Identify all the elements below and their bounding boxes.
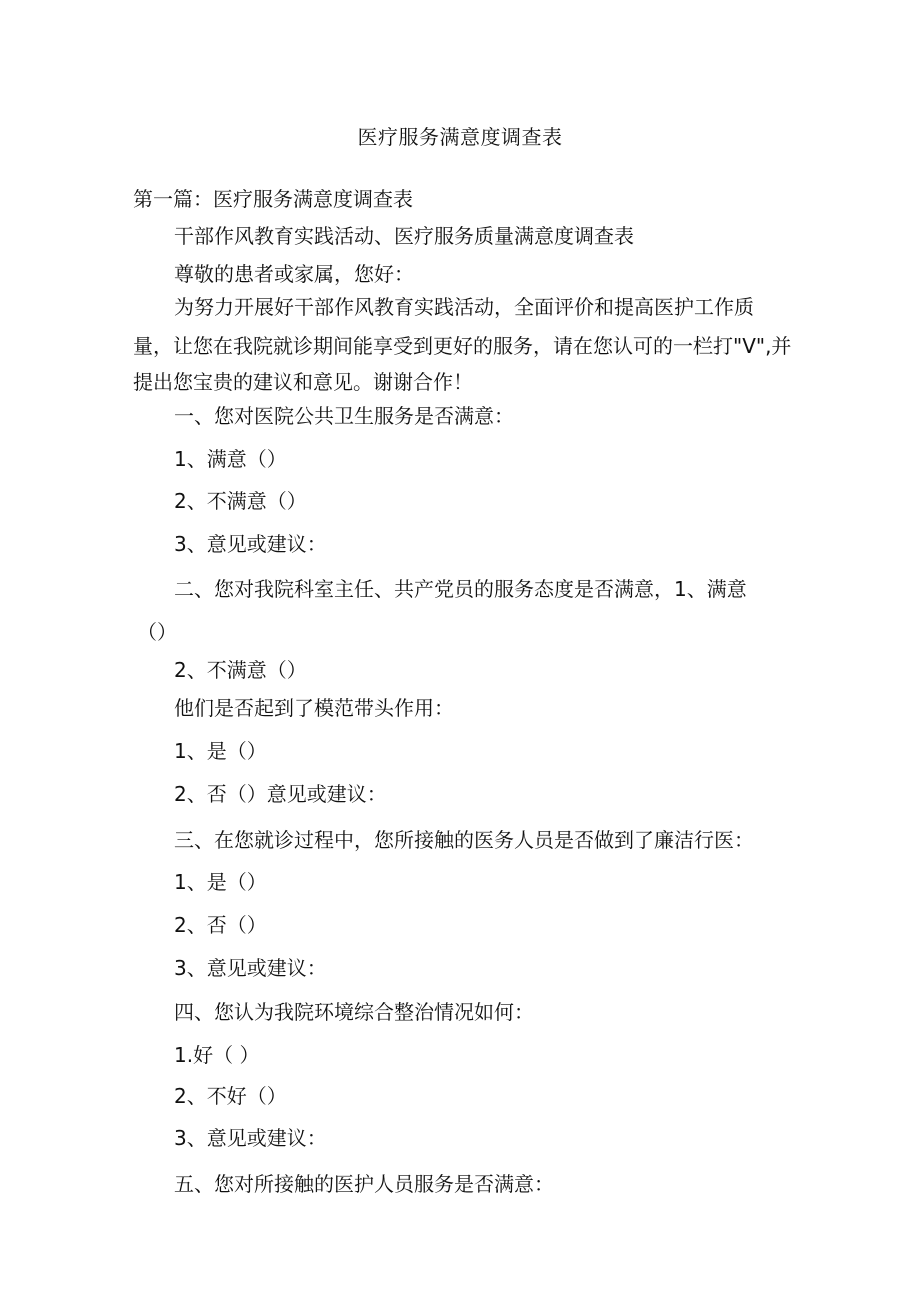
intro-paragraph-line-3: 提出您宝贵的建议和意见。谢谢合作！	[133, 370, 473, 394]
document-title: 医疗服务满意度调查表	[357, 125, 563, 149]
question-4-option-2: 2、不好（）	[174, 1084, 287, 1108]
question-2-option-2: 2、不满意（）	[174, 658, 307, 682]
question-2-followup: 他们是否起到了模范带头作用：	[174, 696, 454, 720]
section-heading: 第一篇：医疗服务满意度调查表	[133, 187, 413, 211]
question-2-option-1-parentheses: （）	[137, 620, 177, 644]
question-4-comment-label: 3、意见或建议：	[174, 1126, 327, 1150]
question-2-followup-option-2: 2、否（）意见或建议：	[174, 782, 387, 806]
question-3-comment-label: 3、意见或建议：	[174, 956, 327, 980]
intro-paragraph-line-1: 为努力开展好干部作风教育实践活动，全面评价和提高医护工作质	[174, 295, 754, 319]
question-1-comment-label: 3、意见或建议：	[174, 532, 327, 556]
question-3: 三、在您就诊过程中，您所接触的医务人员是否做到了廉洁行医：	[174, 828, 754, 852]
question-1-option-1: 1、满意（）	[174, 447, 287, 471]
survey-subtitle: 干部作风教育实践活动、医疗服务质量满意度调查表	[174, 224, 634, 248]
question-2: 二、您对我院科室主任、共产党员的服务态度是否满意，1、满意	[174, 577, 747, 601]
question-1: 一、您对医院公共卫生服务是否满意：	[174, 404, 514, 428]
question-4: 四、您认为我院环境综合整治情况如何：	[174, 1000, 534, 1024]
intro-paragraph-line-2: 量，让您在我院就诊期间能享受到更好的服务，请在您认可的一栏打"V",并	[133, 334, 792, 358]
question-1-option-2: 2、不满意（）	[174, 489, 307, 513]
question-4-option-1: 1.好（ ）	[174, 1043, 260, 1067]
greeting-line: 尊敬的患者或家属，您好：	[174, 262, 414, 286]
question-5: 五、您对所接触的医护人员服务是否满意：	[174, 1172, 554, 1196]
question-2-followup-option-1: 1、是（）	[174, 739, 267, 763]
question-3-option-1: 1、是（）	[174, 870, 267, 894]
question-3-option-2: 2、否（）	[174, 913, 267, 937]
